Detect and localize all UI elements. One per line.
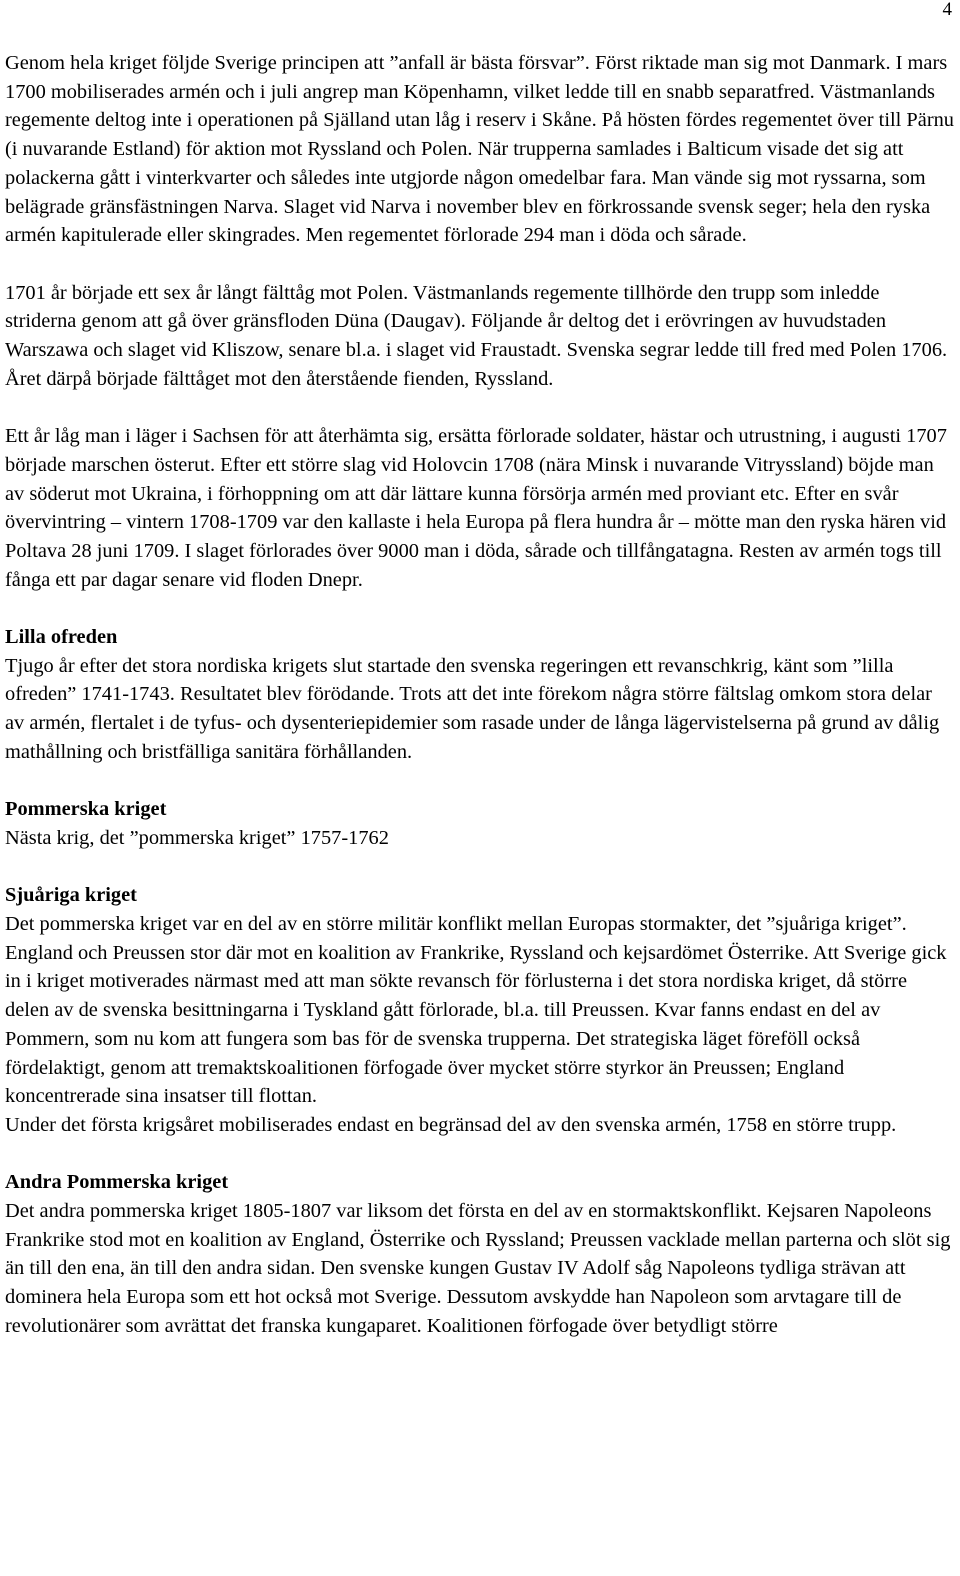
paragraph-gap (5, 853, 955, 882)
paragraph-polish-campaign: 1701 år började ett sex år långt fälttåg mot Polen. Västmanlands regemente tillhörde den trupp som inledde striderna genom att gå över gränsfloden Düna (Daugav). Följande år deltog det i erövringen av huvudstaden Warszawa och slaget vid Kliszow, senare bl.a. i slaget vid Fraustadt. Svenska segrar ledde till fred med Polen 1706. Året därpå började fälttåget mot den återstående fienden, Ryssland. (5, 281, 948, 390)
section-heading-andra-pommerska-kriget: Andra Pommerska kriget (5, 1171, 229, 1194)
section-heading-sjuariga-kriget: Sjuåriga kriget (5, 884, 137, 907)
section-heading-lilla-ofreden: Lilla ofreden (5, 626, 118, 649)
section-body-andra-pommerska-kriget: Det andra pommerska kriget 1805-1807 var liksom det första en del av en stormaktskonflikt. Kejsaren Napoleons Frankrike stod mot en koalition av England, Österrike och Ryssland; Preussen vacklade mellan parterna och slöt sig än till den ena, än till den andra sidan. Den svenske kungen Gustav IV Adolf såg Napoleons tydliga strävan att dominera hela Europa som ett hot också mot Sverige. Dessutom avskydde han Napoleon som arvtagare till de revolutionärer som avrättat det franska kungaparet. Koalitionen förfogade över betydligt större (5, 1200, 951, 1337)
paragraph-gap (5, 393, 955, 422)
paragraph-russian-campaign: Ett år låg man i läger i Sachsen för att återhämta sig, ersätta förlorade soldater, hästar och utrustning, i augusti 1707 började marschen österut. Efter ett större slag vid Holovcin 1708 (nära Minsk i nuvarande Vitryssland) böjde man av söderut mot Ukraina, i förhoppning om att där lättare kunna försörja armén med proviant etc. Efter en svår övervintring – vintern 1708-1709 var den kallaste i hela Europa på flera hundra år – mötte man den ryska hären vid Poltava 28 juni 1709. I slaget förlorades över 9000 man i döda, sårade och tillfångatagna. Resten av armén togs till fånga ett par dagar senare vid floden Dnepr. (5, 425, 947, 591)
paragraph-great-northern-war-start: Genom hela kriget följde Sverige principen att ”anfall är bästa försvar”. Först riktade man sig mot Danmark. I mars 1700 mobiliserades armén och i juli angrep man Köpenhamn, vilket ledde till en snabb separatfred. Västmanlands regemente deltog inte i operationen på Själland utan låg i reserv i Skåne. På hösten fördes regementet över till Pärnu (i nuvarande Estland) för aktion mot Ryssland och Polen. När trupperna samlades i Balticum visade det sig att polackerna gått i vinterkvarter och således inte utgjorde någon omedelbar fara. Man vände sig mot ryssarna, som belägrade gränsfästningen Narva. Slaget vid Narva i november blev en förkrossande svensk seger; hela den ryska armén kapitulerade eller skingrades. Men regementet förlorade 294 man i döda och sårade. (5, 52, 955, 247)
section-body-sjuariga-kriget: Det pommerska kriget var en del av en större militär konflikt mellan Europas stormakter, det ”sjuåriga kriget”. England och Preussen stor där mot en koalition av Frankrike, Ryssland och kejsardömet Österrike. Att Sverige gick in i kriget motiverades närmast med att man sökte revansch för förlusterna i det stora nordiska kriget, då större delen av de svenska besittningarna i Tyskland gått förlorade, bl.a. till Preussen. Kvar fanns endast en del av Pommern, som nu kom att fungera som bas för de svenska trupperna. Det strategiska läget föreföll också fördelaktigt, genom att tremaktskoalitionen förfogade över mycket större styrkor än Preussen; England koncentrerade sina insatser till flottan. (5, 913, 947, 1108)
section-body-pommerska-kriget: Nästa krig, det ”pommerska kriget” 1757-1762 (5, 826, 389, 849)
section-body-sjuariga-kriget-continued: Under det första krigsåret mobiliserades endast en begränsad del av den svenska armén, 1758 en större trupp. (5, 1113, 897, 1136)
section-heading-pommerska-kriget: Pommerska kriget (5, 798, 167, 821)
document-body (5, 49, 955, 1341)
paragraph-gap (5, 250, 955, 279)
paragraph-gap (5, 1140, 955, 1169)
section-body-lilla-ofreden: Tjugo år efter det stora nordiska krigets slut startade den svenska regeringen ett revanschkrig, känt som ”lilla ofreden” 1741-1743. Resultatet blev förödande. Trots att det inte förekom några större fältslag omkom stora delar av armén, flertalet i de tyfus- och dysenteriepidemier som rasade under de långa lägervistelserna på grund av dålig mathållning och bristfälliga sanitära förhållanden. (5, 654, 940, 763)
page-number: 4 (942, 0, 952, 20)
paragraph-gap (5, 594, 955, 623)
paragraph-gap (5, 767, 955, 796)
